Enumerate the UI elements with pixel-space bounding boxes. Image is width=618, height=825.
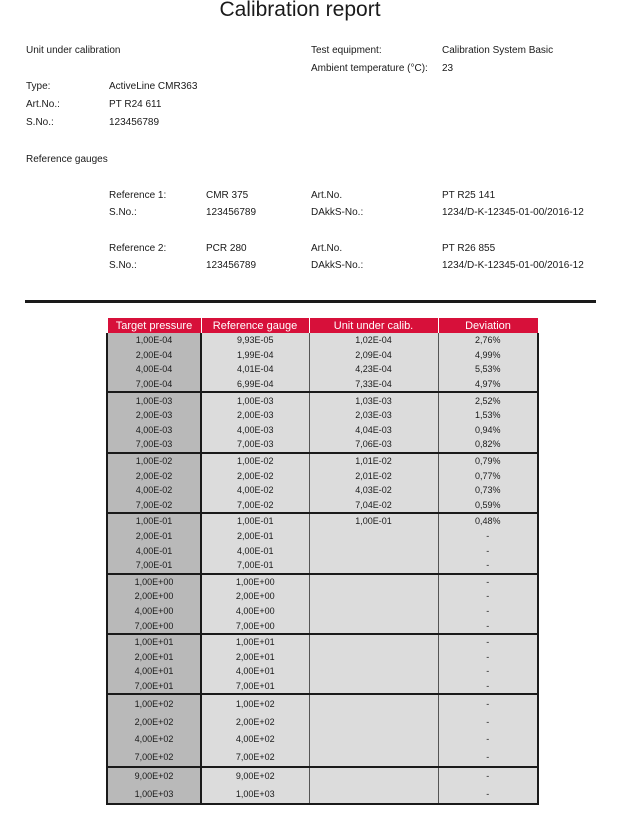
reference-gauge-cell: 4,00E-03 [201,423,309,438]
deviation-cell: - [438,574,538,590]
unit-under-calib-cell: 4,04E-03 [309,423,438,438]
deviation-cell: 0,94% [438,423,538,438]
deviation-cell: - [438,679,538,695]
table-header-row [107,318,538,334]
unit-under-calib-cell: 1,00E-01 [309,513,438,529]
reference-gauge-cell: 7,00E-01 [201,558,309,574]
table-row [107,468,538,483]
table-row [107,574,538,590]
unit-under-calib-cell: 2,03E-03 [309,408,438,423]
reference-gauge-cell: 2,00E-02 [201,468,309,483]
reference-gauge-cell: 4,00E+01 [201,664,309,679]
unit-under-calib-cell: 2,01E-02 [309,468,438,483]
unit-under-calib-cell [309,664,438,679]
deviation-cell: 2,52% [438,392,538,408]
reference-2-artno: PT R26 855 [442,243,496,254]
target-pressure-cell: 1,00E-03 [107,392,201,408]
target-pressure-cell: 4,00E-01 [107,543,201,558]
target-pressure-cell: 9,00E+02 [107,767,201,786]
reference-1-dakks: 1234/D-K-12345-01-00/2016-12 [442,207,584,218]
table-row [107,785,538,804]
sno-label: S.No.: [26,117,54,128]
reference-gauge-cell: 2,00E-03 [201,408,309,423]
table-row [107,377,538,393]
target-pressure-cell: 4,00E+00 [107,604,201,619]
table-row [107,618,538,634]
table-row [107,408,538,423]
deviation-cell: 2,76% [438,333,538,348]
table-row [107,392,538,408]
reference-gauge-cell: 6,99E-04 [201,377,309,393]
unit-under-calib-cell: 7,33E-04 [309,377,438,393]
reference-1-name: CMR 375 [206,190,249,201]
reference-gauge-cell: 2,00E+01 [201,649,309,664]
unit-under-calib-cell [309,748,438,767]
unit-under-calib-cell: 4,03E-02 [309,483,438,498]
target-pressure-cell: 2,00E-01 [107,529,201,544]
table-row [107,558,538,574]
table-row [107,730,538,748]
deviation-cell: 1,53% [438,408,538,423]
deviation-cell: 0,59% [438,498,538,514]
table-row [107,679,538,695]
deviation-cell: - [438,634,538,650]
reference-gauge-cell: 7,00E+02 [201,748,309,767]
header-reference-gauge: Reference gauge [201,318,309,334]
unit-under-calib-cell [309,634,438,650]
reference-gauge-cell: 7,00E-03 [201,437,309,453]
type-value: ActiveLine CMR363 [109,81,198,92]
unit-under-calib-cell [309,730,438,748]
unit-under-calib-cell: 1,03E-03 [309,392,438,408]
table-row [107,423,538,438]
unit-under-calib-cell: 7,06E-03 [309,437,438,453]
target-pressure-cell: 1,00E+03 [107,785,201,804]
deviation-cell: 0,79% [438,453,538,469]
ambient-temperature-value: 23 [442,63,454,74]
target-pressure-cell: 1,00E+00 [107,574,201,590]
table-row [107,348,538,363]
deviation-cell: - [438,558,538,574]
type-label: Type: [26,81,51,92]
table-row [107,649,538,664]
unit-under-calib-cell: 4,23E-04 [309,362,438,377]
unit-under-calib-cell [309,589,438,604]
target-pressure-cell: 2,00E+02 [107,713,201,731]
table-row [107,513,538,529]
table-row [107,713,538,731]
test-equipment-value: Calibration System Basic [442,45,554,56]
table-row [107,589,538,604]
deviation-cell: 5,53% [438,362,538,377]
deviation-cell: - [438,748,538,767]
deviation-cell: - [438,618,538,634]
unit-under-calib-cell: 7,04E-02 [309,498,438,514]
reference-gauges-heading: Reference gauges [26,154,108,165]
reference-gauge-cell: 1,00E+02 [201,694,309,713]
table-row [107,664,538,679]
reference-gauge-cell: 1,00E-02 [201,453,309,469]
unit-under-calib-cell [309,679,438,695]
deviation-cell: - [438,785,538,804]
deviation-cell: - [438,543,538,558]
deviation-cell: - [438,713,538,731]
target-pressure-cell: 7,00E-01 [107,558,201,574]
target-pressure-cell: 4,00E-04 [107,362,201,377]
reference-2-dakks-label: DAkkS-No.: [311,260,364,271]
unit-under-calib-cell [309,649,438,664]
table-row [107,543,538,558]
unit-under-calib-cell [309,604,438,619]
deviation-cell: 0,82% [438,437,538,453]
deviation-cell: 4,99% [438,348,538,363]
deviation-cell: - [438,604,538,619]
reference-1-artno: PT R25 141 [442,190,496,201]
artno-label: Art.No.: [26,99,60,110]
reference-2-dakks: 1234/D-K-12345-01-00/2016-12 [442,260,584,271]
table-row [107,604,538,619]
target-pressure-cell: 7,00E+02 [107,748,201,767]
target-pressure-cell: 1,00E-02 [107,453,201,469]
target-pressure-cell: 1,00E-01 [107,513,201,529]
section-divider [25,300,596,303]
unit-under-calib-cell [309,529,438,544]
target-pressure-cell: 4,00E-02 [107,483,201,498]
calibration-table [106,317,539,805]
reference-gauge-cell: 1,00E+00 [201,574,309,590]
deviation-cell: 0,48% [438,513,538,529]
calibration-table-body [107,333,538,804]
reference-gauge-cell: 9,93E-05 [201,333,309,348]
unit-under-calib-cell: 2,09E-04 [309,348,438,363]
reference-gauge-cell: 4,00E+00 [201,604,309,619]
unit-under-calib-cell [309,543,438,558]
deviation-cell: 0,73% [438,483,538,498]
unit-under-calib-cell: 1,01E-02 [309,453,438,469]
target-pressure-cell: 7,00E+01 [107,679,201,695]
target-pressure-cell: 2,00E-04 [107,348,201,363]
target-pressure-cell: 4,00E+02 [107,730,201,748]
reference-2-sno: 123456789 [206,260,257,271]
table-row [107,453,538,469]
test-equipment-label: Test equipment: [311,45,382,56]
page-title: Calibration report [219,0,381,21]
target-pressure-cell: 4,00E+01 [107,664,201,679]
deviation-cell: - [438,664,538,679]
calibration-table-container [106,317,537,805]
reference-gauge-cell: 1,00E-01 [201,513,309,529]
sno-value: 123456789 [109,117,160,128]
reference-gauge-cell: 4,00E-02 [201,483,309,498]
reference-gauge-cell: 4,00E+02 [201,730,309,748]
deviation-cell: - [438,694,538,713]
target-pressure-cell: 1,00E+02 [107,694,201,713]
table-row [107,694,538,713]
table-row [107,483,538,498]
artno-value: PT R24 611 [109,99,162,110]
header-target-pressure: Target pressure [107,318,201,334]
target-pressure-cell: 7,00E-02 [107,498,201,514]
reference-gauge-cell: 7,00E+01 [201,679,309,695]
unit-under-calib-cell [309,767,438,786]
target-pressure-cell: 2,00E+00 [107,589,201,604]
table-row [107,362,538,377]
unit-under-calib-cell [309,618,438,634]
unit-under-calibration-heading: Unit under calibration [26,45,121,56]
deviation-cell: 0,77% [438,468,538,483]
reference-gauge-cell: 1,00E-03 [201,392,309,408]
reference-2-label: Reference 2: [109,243,167,254]
ambient-temperature-label: Ambient temperature (°C): [311,63,428,74]
reference-gauge-cell: 9,00E+02 [201,767,309,786]
table-row [107,333,538,348]
table-row [107,634,538,650]
deviation-cell: - [438,649,538,664]
table-row [107,748,538,767]
reference-gauge-cell: 2,00E+02 [201,713,309,731]
reference-gauge-cell: 7,00E-02 [201,498,309,514]
reference-2-sno-label: S.No.: [109,260,137,271]
header-unit-under-calib: Unit under calib. [309,318,438,334]
unit-under-calib-cell [309,694,438,713]
reference-gauge-cell: 1,99E-04 [201,348,309,363]
reference-gauge-cell: 2,00E-01 [201,529,309,544]
reference-1-sno-label: S.No.: [109,207,137,218]
reference-gauge-cell: 2,00E+00 [201,589,309,604]
unit-under-calib-cell [309,713,438,731]
table-row [107,529,538,544]
deviation-cell: - [438,730,538,748]
reference-1-label: Reference 1: [109,190,167,201]
target-pressure-cell: 2,00E+01 [107,649,201,664]
reference-gauge-cell: 7,00E+00 [201,618,309,634]
table-row [107,437,538,453]
target-pressure-cell: 7,00E-03 [107,437,201,453]
table-row [107,767,538,786]
reference-1-sno: 123456789 [206,207,257,218]
reference-1-artno-label: Art.No. [311,190,343,201]
target-pressure-cell: 4,00E-03 [107,423,201,438]
reference-gauge-cell: 1,00E+01 [201,634,309,650]
target-pressure-cell: 7,00E+00 [107,618,201,634]
deviation-cell: - [438,589,538,604]
target-pressure-cell: 7,00E-04 [107,377,201,393]
reference-2-name: PCR 280 [206,243,247,254]
target-pressure-cell: 2,00E-03 [107,408,201,423]
target-pressure-cell: 1,00E-04 [107,333,201,348]
reference-gauge-cell: 4,00E-01 [201,543,309,558]
target-pressure-cell: 2,00E-02 [107,468,201,483]
table-row [107,498,538,514]
target-pressure-cell: 1,00E+01 [107,634,201,650]
reference-gauge-cell: 4,01E-04 [201,362,309,377]
unit-under-calib-cell [309,785,438,804]
unit-under-calib-cell [309,558,438,574]
header-deviation: Deviation [438,318,538,334]
unit-under-calib-cell: 1,02E-04 [309,333,438,348]
deviation-cell: - [438,767,538,786]
deviation-cell: - [438,529,538,544]
reference-1-dakks-label: DAkkS-No.: [311,207,364,218]
reference-gauge-cell: 1,00E+03 [201,785,309,804]
reference-2-artno-label: Art.No. [311,243,343,254]
deviation-cell: 4,97% [438,377,538,393]
unit-under-calib-cell [309,574,438,590]
